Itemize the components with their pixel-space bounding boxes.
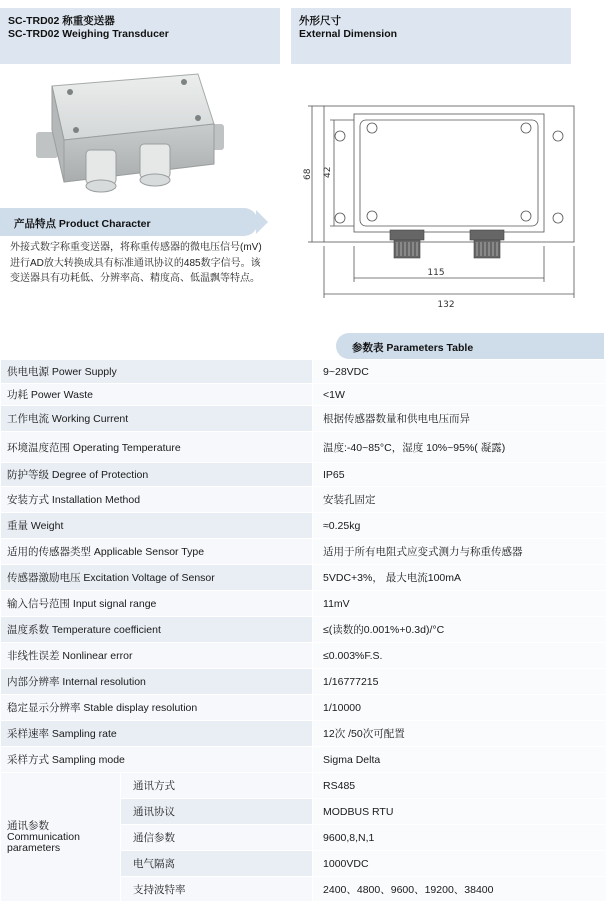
communication-group-text: Communication <box>7 830 80 843</box>
comm-param-label: 支持波特率 <box>121 877 313 902</box>
product-character-description <box>10 240 294 287</box>
dim-height-inner: 42 <box>323 166 333 178</box>
param-row <box>1 591 607 617</box>
param-label: 安装方式 Installation Method <box>1 487 313 513</box>
param-label: 功耗 Power Waste <box>1 384 313 406</box>
param-value: 5VDC+3%， 最大电流100mA <box>313 565 607 591</box>
param-row <box>1 539 607 565</box>
param-row <box>1 432 607 463</box>
param-value: <1W <box>313 384 607 406</box>
param-row <box>1 513 607 539</box>
param-value: ≤0.003%F.S. <box>313 643 607 669</box>
communication-group-text: parameters <box>7 841 61 854</box>
parameters-table-heading <box>336 333 606 359</box>
param-row <box>1 463 607 487</box>
param-row <box>1 721 607 747</box>
param-value: 9~28VDC <box>313 360 607 384</box>
communication-group-label <box>1 773 121 902</box>
param-value: 1/16777215 <box>313 669 607 695</box>
communication-group-text: 通讯参数 <box>7 819 49 832</box>
param-row <box>1 617 607 643</box>
param-label: 采样速率 Sampling rate <box>1 721 313 747</box>
comm-param-value: 2400、4800、9600、19200、38400 <box>313 877 607 902</box>
header-title-box <box>0 8 280 64</box>
param-row <box>1 406 607 432</box>
comm-param-value: 1000VDC <box>313 851 607 877</box>
param-row <box>1 565 607 591</box>
param-label: 温度系数 Temperature coefficient <box>1 617 313 643</box>
param-value: 适用于所有电阻式应变式测力与称重传感器 <box>313 539 607 565</box>
dimension-title-en: External Dimension <box>299 28 398 40</box>
param-label: 传感器激励电压 Excitation Voltage of Sensor <box>1 565 313 591</box>
product-character-title: 产品特点 Product Character <box>14 218 151 230</box>
product-title-en: SC-TRD02 Weighing Transducer <box>8 28 169 40</box>
param-label: 供电电源 Power Supply <box>1 360 313 384</box>
dim-width-inner: 115 <box>427 268 445 278</box>
param-row <box>1 643 607 669</box>
dim-height-outer: 68 <box>303 168 313 180</box>
param-value: 安装孔固定 <box>313 487 607 513</box>
param-label: 非线性误差 Nonlinear error <box>1 643 313 669</box>
param-label: 适用的传感器类型 Applicable Sensor Type <box>1 539 313 565</box>
comm-param-value: MODBUS RTU <box>313 799 607 825</box>
product-photo <box>30 66 230 206</box>
comm-param-value: RS485 <box>313 773 607 799</box>
comm-param-value: 9600,8,N,1 <box>313 825 607 851</box>
param-label: 内部分辨率 Internal resolution <box>1 669 313 695</box>
param-value: IP65 <box>313 463 607 487</box>
param-value: ≤(读数的0.001%+0.3d)/°C <box>313 617 607 643</box>
dim-width-outer: 132 <box>437 300 455 310</box>
param-row <box>1 360 607 384</box>
param-value: 11mV <box>313 591 607 617</box>
param-label: 输入信号范围 Input signal range <box>1 591 313 617</box>
comm-param-label: 通讯协议 <box>121 799 313 825</box>
param-label: 重量 Weight <box>1 513 313 539</box>
parameters-table <box>0 359 607 902</box>
param-value: 12次 /50次可配置 <box>313 721 607 747</box>
param-row <box>1 747 607 773</box>
dimension-title-cn: 外形尺寸 <box>299 15 341 27</box>
param-row <box>1 669 607 695</box>
description-line: 外接式数字称重变送器，将称重传感器的微电压信号(mV) <box>10 242 262 253</box>
param-value: ≈0.25kg <box>313 513 607 539</box>
param-label: 稳定显示分辨率 Stable display resolution <box>1 695 313 721</box>
param-value: 温度:-40~85°C，湿度 10%~95%( 凝露) <box>313 432 607 463</box>
param-row <box>1 384 607 406</box>
param-row <box>1 487 607 513</box>
comm-param-label: 通讯方式 <box>121 773 313 799</box>
param-value: Sigma Delta <box>313 747 607 773</box>
param-value: 根据传感器数量和供电电压而异 <box>313 406 607 432</box>
product-title-cn: SC-TRD02 称重变送器 <box>8 15 115 27</box>
param-label: 采样方式 Sampling mode <box>1 747 313 773</box>
param-row <box>1 695 607 721</box>
description-line: 进行AD放大转换成具有标准通讯协议的485数字信号。该 <box>10 257 261 269</box>
param-label: 工作电流 Working Current <box>1 406 313 432</box>
param-value: 1/10000 <box>313 695 607 721</box>
comm-param-label: 电气隔离 <box>121 851 313 877</box>
comm-param-row <box>1 773 607 799</box>
param-label: 防护等级 Degree of Protection <box>1 463 313 487</box>
product-character-heading <box>0 208 270 236</box>
dimension-drawing <box>300 96 578 310</box>
parameters-table-title: 参数表 Parameters Table <box>352 342 474 354</box>
description-line: 变送器具有功耗低、分辨率高、精度高、低温飘等特点。 <box>10 273 260 284</box>
header-dimension-box <box>291 8 571 64</box>
comm-param-label: 通信参数 <box>121 825 313 851</box>
param-label: 环境温度范围 Operating Temperature <box>1 432 313 463</box>
